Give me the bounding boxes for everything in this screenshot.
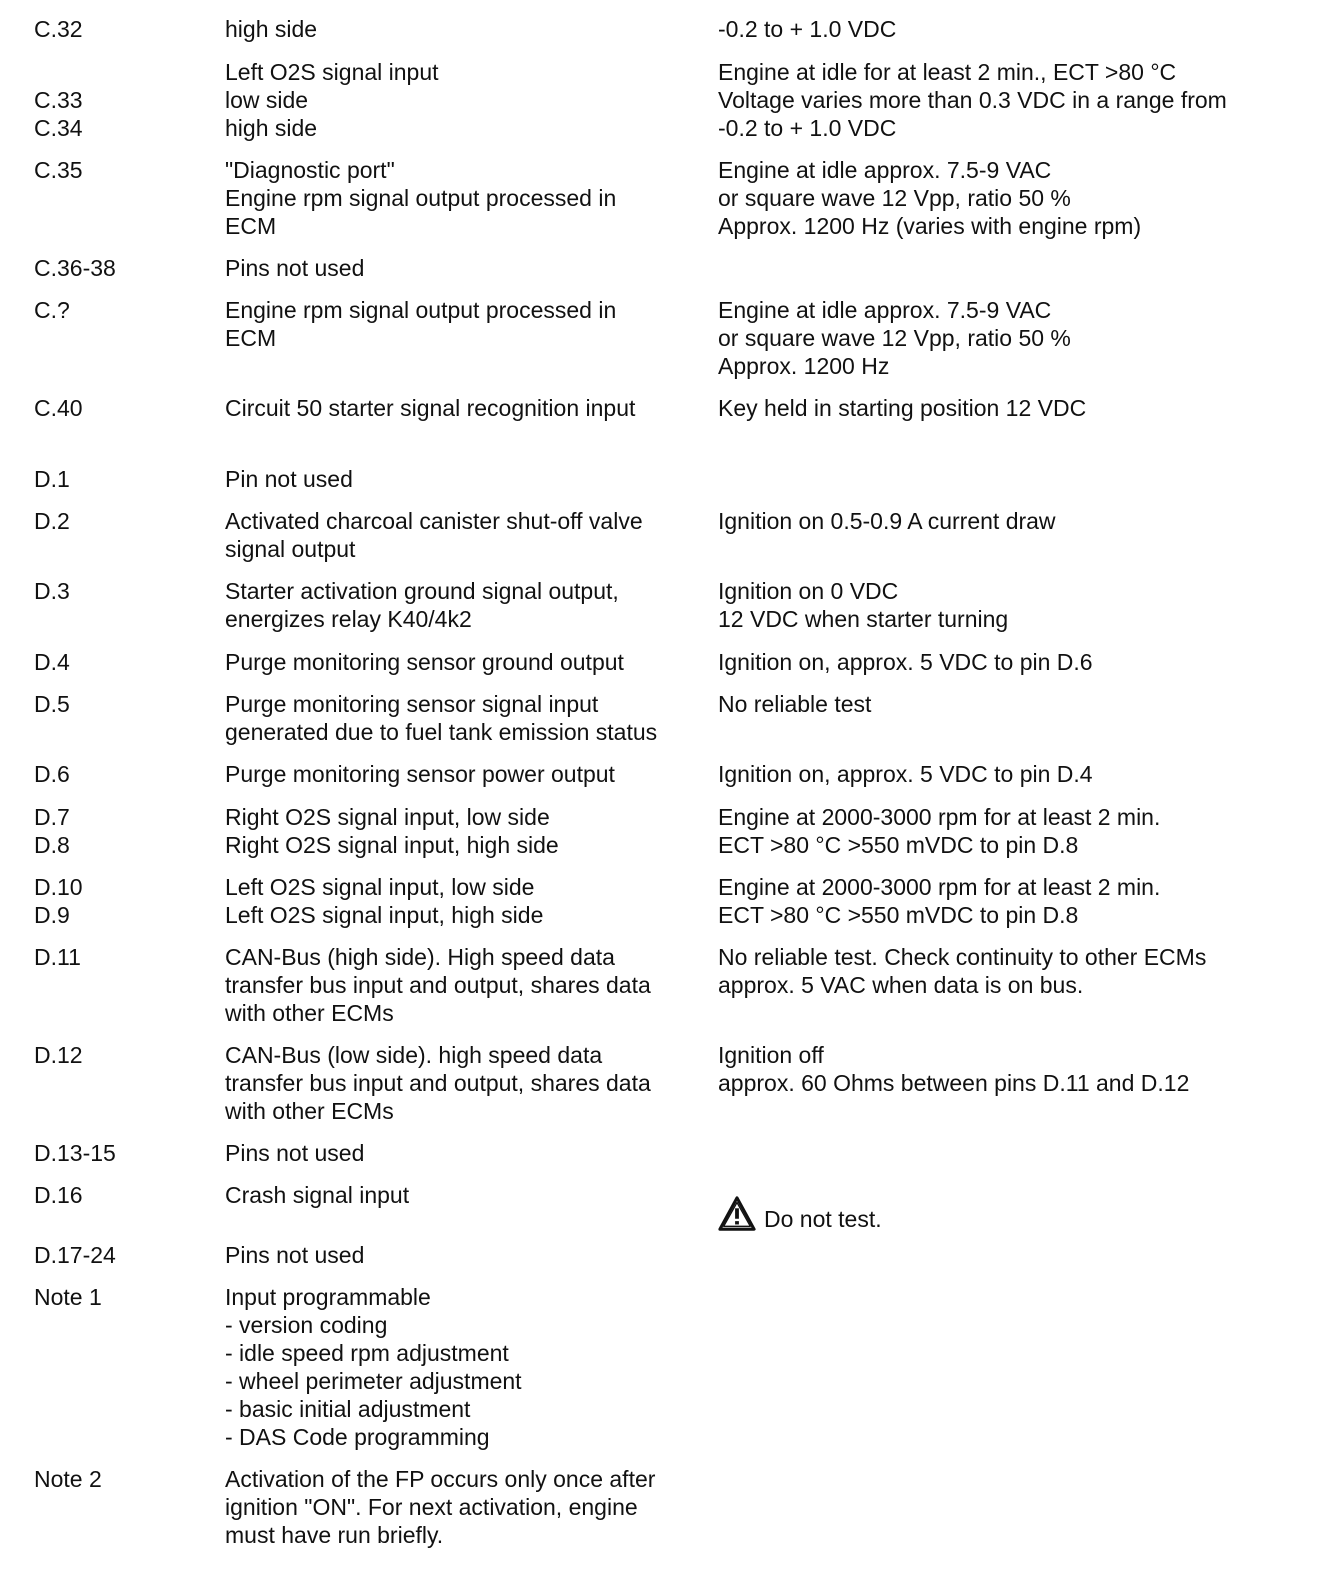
test-condition: Engine at idle for at least 2 min., ECT >80 °C Voltage varies more than 0.3 VDC in a range from -0.2 to + 1.0 VDC: [718, 59, 1227, 141]
pin-description: CAN-Bus (high side). High speed data transfer bus input and output, shares data with other ECMs: [225, 944, 651, 1026]
test-condition: Key held in starting position 12 VDC: [718, 395, 1087, 421]
pin-description: Starter activation ground signal output, energizes relay K40/4k2: [225, 578, 619, 632]
pin-description: Pins not used: [225, 255, 365, 281]
pin-description: Pins not used: [225, 1140, 365, 1166]
test-condition: Ignition on, approx. 5 VDC to pin D.4: [718, 761, 1093, 787]
note-description: Input programmable - version coding - idle speed rpm adjustment - wheel perimeter adjustment - basic initial adjustment - DAS Code programming: [225, 1284, 522, 1450]
pin-id: D.17-24: [34, 1242, 116, 1268]
pin-id: D.2: [34, 508, 70, 534]
pin-description: Pins not used: [225, 1242, 365, 1268]
pin-id: C.33 C.34: [34, 87, 83, 141]
warning-text: Do not test.: [764, 1206, 882, 1232]
pin-id: C.36-38: [34, 255, 116, 281]
pin-id: D.13-15: [34, 1140, 116, 1166]
test-condition: Ignition on 0 VDC 12 VDC when starter turning: [718, 578, 1009, 632]
pin-description: Crash signal input: [225, 1182, 410, 1208]
pin-id: D.16: [34, 1182, 83, 1208]
pin-id: D.5: [34, 691, 70, 717]
pin-id: D.11: [34, 944, 81, 970]
pin-description: "Diagnostic port" Engine rpm signal output processed in ECM: [225, 157, 617, 239]
pin-description: high side: [225, 16, 318, 42]
test-condition: Ignition on 0.5-0.9 A current draw: [718, 508, 1056, 534]
pin-description: Pin not used: [225, 466, 353, 492]
pin-description: Engine rpm signal output processed in ECM: [225, 297, 617, 351]
pin-description: Right O2S signal input, low side Right O2S signal input, high side: [225, 804, 559, 858]
pin-description: CAN-Bus (low side). high speed data transfer bus input and output, shares data with other ECMs: [225, 1042, 651, 1124]
pin-id: D.4: [34, 649, 70, 675]
test-condition: No reliable test. Check continuity to other ECMs approx. 5 VAC when data is on bus.: [718, 944, 1207, 998]
note-description: Activation of the FP occurs only once after ignition "ON". For next activation, engine must have run briefly.: [225, 1466, 656, 1548]
pin-id: D.3: [34, 578, 70, 604]
note-id: Note 2: [34, 1466, 102, 1492]
test-condition: Engine at 2000-3000 rpm for at least 2 min. ECT >80 °C >550 mVDC to pin D.8: [718, 874, 1161, 928]
pin-id: D.10 D.9: [34, 874, 83, 928]
note-id: Note 1: [34, 1284, 102, 1310]
pin-id: C.?: [34, 297, 70, 323]
pin-id: D.1: [34, 466, 70, 492]
pin-description: Purge monitoring sensor ground output: [225, 649, 624, 675]
test-condition: Engine at idle approx. 7.5-9 VAC or square wave 12 Vpp, ratio 50 % Approx. 1200 Hz: [718, 297, 1071, 379]
pin-id: D.12: [34, 1042, 83, 1068]
pin-description: Activated charcoal canister shut-off valve signal output: [225, 508, 643, 562]
test-condition: Engine at 2000-3000 rpm for at least 2 min. ECT >80 °C >550 mVDC to pin D.8: [718, 804, 1161, 858]
warning-triangle-icon: [718, 1195, 756, 1233]
test-condition: Ignition on, approx. 5 VDC to pin D.6: [718, 649, 1093, 675]
pin-id: D.7 D.8: [34, 804, 70, 858]
pin-description: Purge monitoring sensor power output: [225, 761, 615, 787]
pin-id: C.32: [34, 16, 83, 42]
pin-description: Circuit 50 starter signal recognition input: [225, 395, 636, 421]
test-condition: -0.2 to + 1.0 VDC: [718, 16, 897, 42]
pin-id: C.40: [34, 395, 83, 421]
pin-id: C.35: [34, 157, 83, 183]
pin-description: Left O2S signal input low side high side: [225, 59, 439, 141]
pin-description: Left O2S signal input, low side Left O2S signal input, high side: [225, 874, 544, 928]
warning-note: [718, 1195, 882, 1233]
test-condition: Ignition off approx. 60 Ohms between pins D.11 and D.12: [718, 1042, 1190, 1096]
test-condition: Engine at idle approx. 7.5-9 VAC or square wave 12 Vpp, ratio 50 % Approx. 1200 Hz (varies with engine rpm): [718, 157, 1142, 239]
test-condition: No reliable test: [718, 691, 872, 717]
pin-description: Purge monitoring sensor signal input generated due to fuel tank emission status: [225, 691, 658, 745]
pin-id: D.6: [34, 761, 70, 787]
